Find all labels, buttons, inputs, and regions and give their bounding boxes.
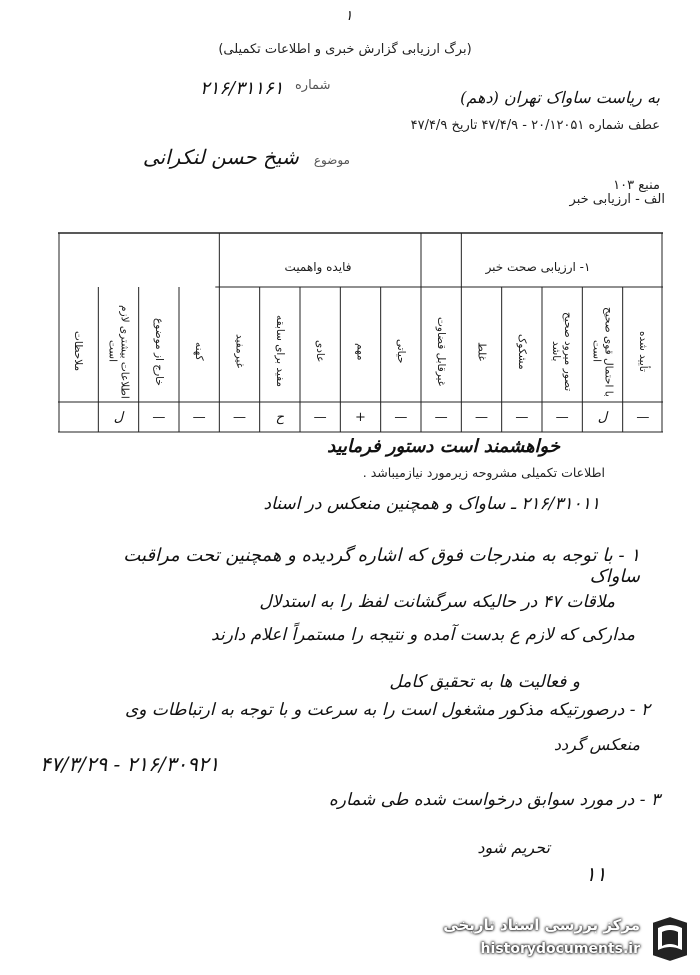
recipient: به ریاست ساواک تهران (دهم) xyxy=(460,88,660,107)
column-header: غیرقابل قضاوت xyxy=(435,316,448,387)
column-header: مشکوک xyxy=(515,333,528,370)
column-header: عادی xyxy=(314,340,327,363)
item-1-line-4: و فعالیت ها به تحقیق کامل xyxy=(389,672,580,692)
column-mark: — xyxy=(434,410,448,425)
item-2: ۲ - درصورتیکه مذکور مشغول است را به سرعت و با توجه به ارتباطات وی xyxy=(124,700,650,720)
section-a-heading: الف - ارزیابی خبر xyxy=(569,192,665,207)
column-header: حیاتی xyxy=(394,339,407,364)
column-mark: — xyxy=(192,410,206,425)
column-mark: ل xyxy=(113,410,124,425)
item-3: ۳ - در مورد سوابق درخواست شده طی شماره xyxy=(328,790,660,810)
column-mark: ح xyxy=(275,410,285,425)
evaluation-table xyxy=(58,232,663,437)
column-header: ملاحظات xyxy=(72,331,85,372)
source-line: منبع ۱۰۳ xyxy=(613,178,660,193)
watermark xyxy=(410,912,692,968)
number-value: ۲۱۶/۳۱۱۶۱ xyxy=(200,78,284,99)
column-mark: — xyxy=(555,410,569,425)
reference-line: عطف شماره ۲۰/۱۲۰۵۱ - ۴۷/۴/۹ تاریخ ۴۷/۴/۹ xyxy=(410,118,660,133)
column-header: غلط xyxy=(475,342,488,361)
archive-logo-icon xyxy=(648,914,692,964)
column-mark: — xyxy=(474,410,488,425)
column-mark: — xyxy=(515,410,529,425)
reference-handwriting: ۲۱۶/۳۱۰۱۱ ـ ساواک و همچنین منعکس در اسناد xyxy=(263,494,600,514)
item-1-line-3: مدارکی که لازم ع بدست آمده و نتیجه را مستمراً اعلام دارند xyxy=(211,625,635,645)
group-head-accuracy: ۱- ارزیابی صحت خبر xyxy=(485,260,591,274)
column-mark: ل xyxy=(597,410,608,425)
subject-label: موضوع xyxy=(313,153,350,167)
column-mark: — xyxy=(232,410,246,425)
subject-row xyxy=(110,145,350,169)
signature-mark: ۱۱ xyxy=(585,862,607,886)
printed-note: اطلاعات تکمیلی مشروحه زیرمورد نیازمیباشد . xyxy=(362,465,605,480)
column-header: مهم xyxy=(354,342,367,361)
top-mark: ۱ xyxy=(345,8,353,24)
column-mark: — xyxy=(636,410,650,425)
group-head-importance: فایده واهمیت xyxy=(284,260,352,274)
date-reference: ۴۷/۳/۲۹ - ۲۱۶/۳۰۹۲۱ xyxy=(40,752,220,776)
column-header: خارج از موضوع xyxy=(152,317,165,386)
column-header: تأیید شده xyxy=(636,331,649,372)
column-mark: — xyxy=(394,410,408,425)
column-header: غیرمفید xyxy=(233,334,246,369)
column-header: اطلاعات بیشتری لازم است xyxy=(106,304,131,399)
column-header: تصور میرود صحیح باشد xyxy=(550,311,575,392)
number-label: شماره xyxy=(295,78,331,93)
item-3-line-2: تحریم شود xyxy=(477,838,550,857)
item-1: ۱ - با توجه به مندرجات فوق که اشاره گردیده و همچنین تحت مراقبت ساواک xyxy=(123,545,640,587)
column-header: مفید برای سابقه xyxy=(273,315,286,388)
column-mark: — xyxy=(152,410,166,425)
form-title: (برگ ارزیابی گزارش خبری و اطلاعات تکمیلی) xyxy=(218,42,472,57)
subject-value: شیخ حسن لنکرانی xyxy=(142,145,299,169)
column-header: کهنه xyxy=(193,342,206,361)
item-2-line-2: منعکس گردد xyxy=(553,735,640,754)
column-header: با احتمال قوی صحیح است xyxy=(590,306,615,397)
column-mark: + xyxy=(355,410,366,425)
watermark-url: historydocuments.ir xyxy=(480,941,640,957)
item-1-line-2: ملاقات ۴۷ در حالیکه سرگشانت لفظ را به استدلال xyxy=(259,592,615,612)
intro-handwriting: خواهشمند است دستور فرمایید xyxy=(327,436,560,457)
watermark-name: مرکز بررسی اسناد تاریخی xyxy=(443,916,640,934)
column-mark: — xyxy=(313,410,327,425)
